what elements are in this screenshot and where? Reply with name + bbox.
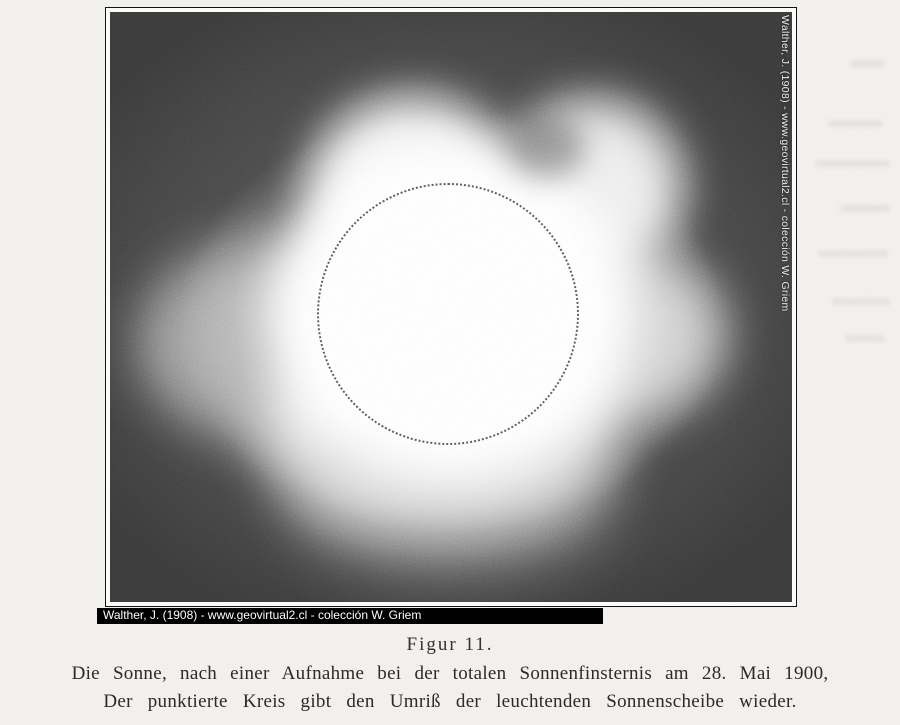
photograph-frame [105, 7, 797, 607]
showthrough-line [818, 250, 888, 257]
figure-caption-line-1: Die Sonne, nach einer Aufnahme bei der totalen Sonnenfinsternis am 28. Mai 1900, [71, 663, 829, 684]
figure-caption-line-2: Der punktierte Kreis gibt den Umriß der leuchtenden Sonnenscheibe wieder. [103, 691, 797, 712]
showthrough-line [850, 60, 885, 67]
showthrough-line [832, 298, 890, 305]
figure-number-label: Figur 11. [406, 634, 494, 655]
showthrough-line [845, 335, 885, 342]
eclipse-photograph [110, 12, 792, 602]
sun-disk-dotted-outline [317, 183, 579, 445]
watermark-bar-text: Walther, J. (1908) - www.geovirtual2.cl - colección W. Griem [103, 608, 422, 622]
showthrough-line [828, 120, 883, 127]
watermark-vertical-text: Walther, J. (1908) - www.geovirtual2.cl - colección W. Griem [779, 15, 791, 312]
watermark-bar [97, 608, 603, 624]
showthrough-line [815, 160, 890, 167]
showthrough-line [840, 205, 890, 212]
corona-notch-shadow [510, 117, 585, 177]
